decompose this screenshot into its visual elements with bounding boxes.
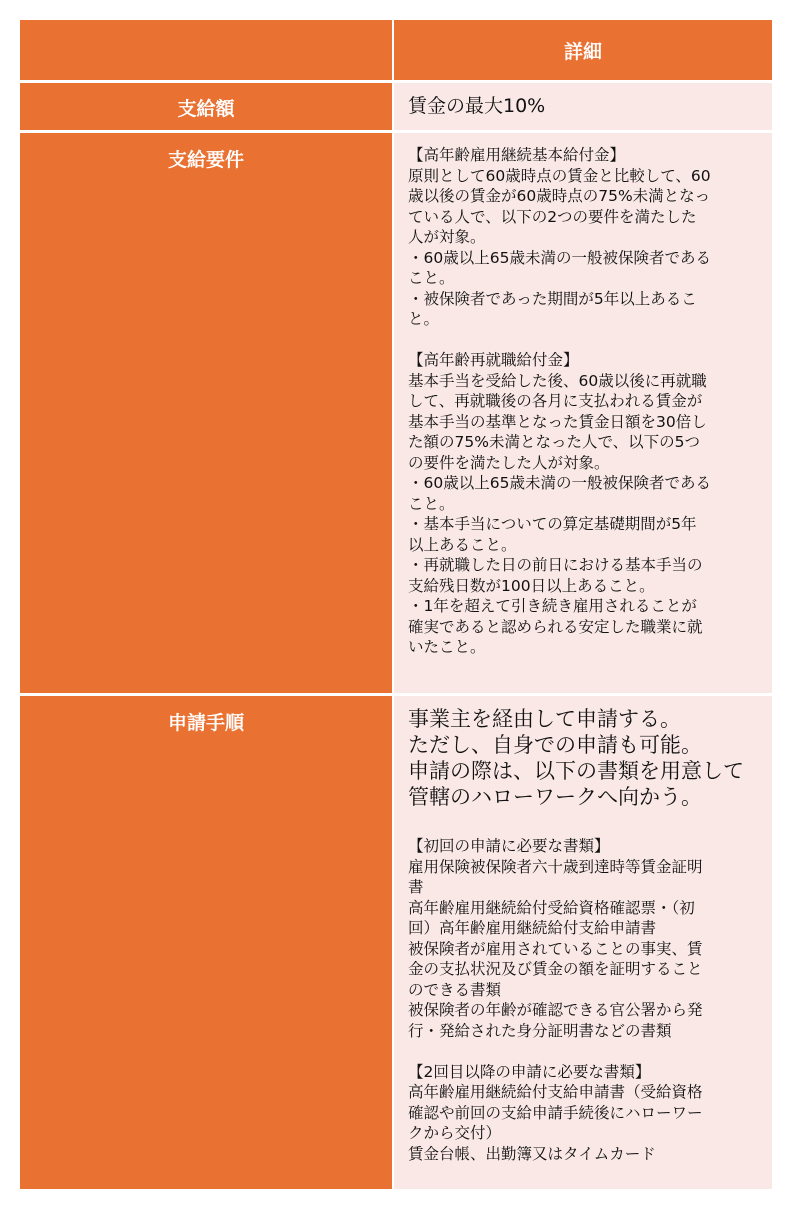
text-line: 確実であると認められる安定した職業に就 [408, 617, 703, 636]
text-line: 支給残日数が100日以上あること。 [408, 576, 655, 595]
text-line: た額の75%未満となった人で、以下の5つ [408, 433, 701, 451]
amount-text: 賃金の最大10% [408, 95, 546, 117]
text-line: 賃金台帳、出勤簿又はタイムカード [408, 1144, 656, 1163]
text-line: ・基本手当についての算定基礎期間が5年 [408, 515, 697, 533]
procedure-intro-text [408, 706, 758, 810]
text-line: いたこと。 [408, 638, 486, 656]
table-header-row [20, 20, 772, 80]
text-line: クから交付） [408, 1124, 502, 1142]
text-line: 管轄のハローワークへ向かう。 [408, 785, 702, 809]
row-label-requirements-text: 支給要件 [167, 149, 244, 171]
text-line: 回）高年齢雇用継続給付支給申請書 [408, 919, 657, 937]
text-line: 事業主を経由して申請する。 [408, 707, 681, 731]
text-line: 申請の際は、以下の書類を用意して [408, 759, 744, 783]
text-line: こと。 [408, 494, 455, 513]
text-line: ・被保険者であった期間が5年以上あるこ [408, 289, 697, 308]
row-label-amount [20, 83, 392, 130]
header-cell-item [20, 20, 392, 80]
requirements-text [408, 145, 758, 658]
procedure-documents-text [408, 836, 758, 1164]
row-label-amount-text: 支給額 [177, 98, 235, 120]
text-line: のできる書類 [408, 980, 502, 999]
text-line: 基本手当の基準となった賃金日額を30倍し [408, 412, 707, 431]
table-row-requirements [20, 133, 772, 693]
text-line: 人が対象。 [408, 228, 486, 246]
text-line: ・60歳以上65歳未満の一般被保険者である [408, 474, 711, 492]
text-line: こと。 [408, 269, 455, 287]
text-line: 原則として60歳時点の賃金と比較して、60 [408, 166, 711, 185]
text-line: 被保険者の年齢が確認できる官公署から発 [408, 1001, 703, 1019]
table-row-procedure [20, 696, 772, 1189]
text-line: ・再就職した日の前日における基本手当の [408, 556, 703, 574]
table-row-amount [20, 83, 772, 130]
text-line: 【2回目以降の申請に必要な書類】 [408, 1062, 651, 1081]
text-line [408, 1041, 758, 1062]
text-line: ・1年を超えて引き続き雇用されることが [408, 597, 697, 615]
benefit-table [20, 20, 772, 1189]
text-line: 基本手当を受給した後、60歳以後に再就職 [408, 371, 707, 390]
text-line: ただし、自身での申請も可能。 [408, 733, 702, 757]
text-line: 【高年齢再就職給付金】 [408, 351, 579, 369]
text-line: 行・発給された身分証明書などの書類 [408, 1021, 672, 1040]
text-line: 歳以後の賃金が60歳時点の75%未満となっ [408, 187, 711, 205]
text-line: ・60歳以上65歳未満の一般被保険者である [408, 248, 711, 267]
text-line: 以上あること。 [408, 535, 517, 554]
text-line: ている人で、以下の2つの要件を満たした [408, 207, 697, 226]
header-cell-detail: 詳細 [394, 20, 772, 80]
row-detail-requirements [394, 133, 772, 693]
text-line: と。 [408, 310, 440, 328]
text-line [408, 330, 758, 351]
text-line: 高年齢雇用継続給付支給申請書（受給資格 [408, 1083, 703, 1101]
row-label-procedure-text: 申請手順 [167, 712, 244, 734]
text-line: の要件を満たした人が対象。 [408, 453, 610, 472]
text-line: 雇用保険被保険者六十歳到達時等賃金証明 [408, 857, 703, 876]
text-line: 書 [408, 878, 424, 896]
text-line: 金の支払状況及び賃金の額を証明すること [408, 960, 703, 978]
text-line: して、再就職後の各月に支払われる賃金が [408, 392, 703, 410]
text-line: 【初回の申請に必要な書類】 [408, 837, 610, 855]
text-line: 【高年齢雇用継続基本給付金】 [408, 146, 626, 164]
text-line: 確認や前回の支給申請手続後にハローワー [408, 1103, 703, 1122]
row-label-procedure [20, 696, 392, 1189]
row-detail-procedure [394, 696, 772, 1189]
text-line: 被保険者が雇用されていることの事実、賃 [408, 939, 703, 958]
row-label-requirements [20, 133, 392, 693]
row-detail-amount [394, 83, 772, 130]
text-line: 高年齢雇用継続給付受給資格確認票・（初 [408, 898, 695, 917]
